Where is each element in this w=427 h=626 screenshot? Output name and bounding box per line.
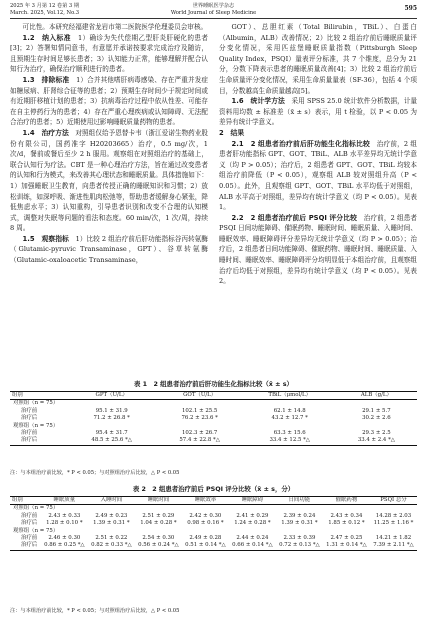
table-cell: 0.86 ± 0.25 *△ <box>41 542 88 550</box>
column-header: 催眠药物 <box>323 497 370 505</box>
table-cell: 102.1 ± 25.5 <box>181 407 218 414</box>
table-row <box>10 535 417 542</box>
table-cell: 2.41 ± 0.29 <box>236 512 269 519</box>
body-paragraph <box>219 96 417 128</box>
subsection-heading: 2.1 2 组患者治疗前后肝功能生化指标比较 <box>231 139 370 148</box>
table-cell: 63.3 ± 15.6 <box>273 430 306 437</box>
table1-note: 注：与本组治疗前比较，* P < 0.05；与对照组治疗后比较，△ P < 0.05 <box>10 470 180 476</box>
column-header: ALB（g/L） <box>336 392 417 400</box>
table-row <box>10 437 417 445</box>
table-cell: 2.46 ± 0.30 <box>48 535 81 542</box>
table-cell: 76.2 ± 23.6 * <box>181 415 218 422</box>
table-cell: 7.39 ± 2.11 *△ <box>370 542 417 550</box>
time-point-label: 治疗后 <box>21 520 38 527</box>
table-group-row <box>10 400 417 408</box>
body-paragraph <box>10 75 208 128</box>
group-label: 观察组（n = 75） <box>13 527 59 534</box>
journal-title-chinese: 世界睡眠医学杂志 <box>192 3 235 9</box>
table-row <box>10 513 417 520</box>
table-cell: 0.82 ± 0.33 *△ <box>88 542 135 550</box>
table-cell: 95.4 ± 31.7 <box>95 430 128 437</box>
journal-title <box>10 3 417 16</box>
table-row <box>10 430 417 437</box>
table-cell: 62.1 ± 14.8 <box>273 407 306 414</box>
paragraph-text: 可比性。本研究经福建省龙岩市第二医院医学伦理委员会审核。 <box>22 23 208 31</box>
table-cell: 43.2 ± 12.7 * <box>271 415 308 422</box>
table-cell: 2.49 ± 0.23 <box>95 512 128 519</box>
table-cell: 1.85 ± 0.12 * <box>328 520 365 527</box>
issue-line-english: March. 2025, Vol.12, No.3 <box>10 9 80 16</box>
subsection-heading: 1.2 纳入标准 <box>22 33 71 42</box>
column-header: 组别 <box>10 497 41 505</box>
paragraph-text: 1）合并其他嗜肝病毒感染、存在严重并发症如糖尿病、肝肾综合征等的患者；2）预期生存时间少于规定时间或有近期肝移植计划的患者；3）抗病毒治疗过程中依从性差、可能存在自主停药行为的患者；4）存在严重心理疾病或认知障碍、无法配合治疗的患者；5）近期使用过影响睡眠质量药物的患者。 <box>10 75 209 127</box>
time-point-label: 治疗前 <box>21 430 38 437</box>
table-cell: 29.3 ± 2.5 <box>362 430 391 437</box>
table-cell: 2.54 ± 0.30 <box>142 535 175 542</box>
table-row <box>10 415 417 422</box>
table-row <box>10 408 417 415</box>
journal-title-english: World Journal of Sleep Medicine <box>170 9 257 16</box>
table-cell: 1.24 ± 0.28 * <box>234 520 271 527</box>
body-paragraph <box>10 234 208 266</box>
group-label: 对照组（n = 75） <box>13 505 59 512</box>
table-group-row <box>10 528 417 535</box>
time-point-label: 治疗前 <box>21 407 38 414</box>
paragraph-text: 对照组仅给予恩替卡韦（浙江爱诺生物药业股份有限公司，国药准字 H20203665）治疗，0.5 mg/次，1 次/d，餐前或餐后至少 2 h 服用。观察组在对照组治疗的基础上，联合认知行为疗法。CBT 是一种心理治疗方法，旨在通过改变患者的认知和行为模式，来改善其心理状态和睡眠质量。具体措施如下：1）加强睡眠卫生教育，向患者传授正确的睡眠知识和习惯；2）放松训练，如深呼吸、渐进性肌肉松弛等，帮助患者缓解身心紧张，降低焦虑水平；3）认知重构，引导患者识别和改变不合理的认知模式，调整对失眠等问题的看法和态度。60 min/次，1 次/周，持续 8 周。 <box>10 128 209 233</box>
table-cell: 1.39 ± 0.31 * <box>93 520 130 527</box>
page-number: 595 <box>404 5 417 12</box>
table-row <box>10 542 417 550</box>
table-cell: 0.98 ± 0.16 * <box>187 520 224 527</box>
issue-line-chinese: 2025 年 3 月第 12 卷第 3 期 <box>10 3 80 9</box>
group-label: 对照组（n = 75） <box>13 400 59 407</box>
table2-caption: 表 2 2 组患者治疗前后 PSQI 评分比较（x̄ ± s，分） <box>132 485 295 493</box>
table-cell: 2.47 ± 0.25 <box>330 535 363 542</box>
table-cell: 95.1 ± 31.9 <box>95 407 128 414</box>
time-point-label: 治疗前 <box>21 535 38 542</box>
table-cell: 2.51 ± 0.22 <box>95 535 128 542</box>
table-cell: 1.39 ± 0.31 * <box>281 520 318 527</box>
table-cell: 2.33 ± 0.39 <box>283 535 316 542</box>
table-cell: 2.42 ± 0.30 <box>189 512 222 519</box>
table-cell: 48.5 ± 25.6 *△ <box>68 437 156 445</box>
table-cell: 2.43 ± 0.33 <box>48 512 81 519</box>
column-header: PSQI 总分 <box>370 497 417 505</box>
table1-liver-function <box>10 391 417 446</box>
table-cell: 30.2 ± 2.6 <box>362 415 391 422</box>
paragraph-text: 1）确诊为失代偿期乙型肝炎肝硬化的患者[3]；2）答署知情同意书，有意愿并承诺按要求完成治疗及随访，且预期生存时间足够长患者；3）认知能力正常，能够理解并配合认知行为治疗，确保治疗顺利进行的患者。 <box>10 33 209 74</box>
table-cell: 0.51 ± 0.14 *△ <box>182 542 229 550</box>
table-cell: 0.56 ± 0.24 *△ <box>135 542 182 550</box>
table-cell: 71.2 ± 26.8 * <box>93 415 130 422</box>
column-header: 睡眠时间 <box>135 497 182 505</box>
right-text-column <box>219 22 417 287</box>
body-paragraph <box>219 22 417 96</box>
table-cell: 11.25 ± 1.16 * <box>373 520 414 527</box>
body-paragraph <box>10 22 208 33</box>
table-cell: 33.4 ± 12.5 *△ <box>244 437 336 445</box>
paragraph-text: GOT）、总胆红素（Total Bilirubin，TBiL）、白蛋白（Albumin，ALB）改善情况；2）比较 2 组治疗前后睡眠质量评分变化情况，采用匹兹堡睡眠质量指数（Pittsburgh Sleep Quality Index，PSQI）量表评分标准，共 7 个维度，总分为 21 分，分数下降表示患者的睡眠质量改善[4]；3）比较 2 组治疗前后生命质量评分变化情况，采用生命质量量表（SF-36），包括 4 个项目，分数越高生命质量越高[5]。 <box>219 23 417 95</box>
body-paragraph <box>219 213 417 287</box>
section-heading-text: 2 结果 <box>219 128 245 137</box>
subsection-heading: 2.2 2 组患者治疗前后 PSQI 评分比较 <box>231 213 358 222</box>
table-row <box>10 520 417 527</box>
column-header: 入睡时间 <box>88 497 135 505</box>
column-header: 日间功能 <box>276 497 323 505</box>
paragraph-text: 采用 SPSS 25.0 统计软件分析数据，计量资料用均数 ± 标准差（x̄ ± s）表示，用 t 检验，以 P < 0.05 为差异有统计学意义。 <box>219 97 418 127</box>
left-text-column <box>10 22 208 266</box>
table-group-row <box>10 505 417 513</box>
subsection-heading: 1.5 观察指标 <box>22 234 69 243</box>
table-cell: 14.28 ± 2.03 <box>375 512 412 519</box>
paragraph-text: 1）比较 2 组治疗前后肝功能指标谷丙转氨酶（Glutamic-pyruvic Transaminase，GPT）、谷草转氨酶（Glutamic-oxaloacetic Transaminase， <box>10 234 208 265</box>
column-header: 睡眠障碍 <box>229 497 276 505</box>
group-label: 观察组（n = 75） <box>13 422 59 429</box>
table-cell: 0.66 ± 0.14 *△ <box>229 542 276 550</box>
table-cell: 0.72 ± 0.13 *△ <box>276 542 323 550</box>
table-cell: 2.51 ± 0.29 <box>142 512 175 519</box>
subsection-heading: 1.4 治疗方法 <box>22 128 69 137</box>
time-point-label: 治疗前 <box>21 512 38 519</box>
column-header: 睡眠效率 <box>182 497 229 505</box>
table2-psqi-scores <box>10 496 417 551</box>
paragraph-text: 治疗前，2 组患者肝功能指标 GPT、GOT、TBiL、ALB 水平差异均无统计学意义（均 P > 0.05）；治疗后，2 组患者 GPT、GOT、TBiL 均较本组治疗前降低（P < 0.05），观察组 ALB 较对照组升高（P < 0.05）。此外，且观察组 GPT、GOT、TBiL 水平均低于对照组，ALB 水平高于对照组，差异均有统计学意义（均 P < 0.05）。见表 1。 <box>219 139 418 212</box>
table-cell: 29.1 ± 5.7 <box>362 407 391 414</box>
subsection-heading: 1.6 统计学方法 <box>231 97 285 106</box>
table-header-row <box>10 392 417 400</box>
table-cell: 57.4 ± 22.8 *△ <box>156 437 244 445</box>
table-cell: 2.43 ± 0.34 <box>330 512 363 519</box>
column-header: 组别 <box>10 392 68 400</box>
table-cell: 2.49 ± 0.28 <box>189 535 222 542</box>
table1-caption: 表 1 2 组患者治疗前后肝功能生化指标比较（x̄ ± s） <box>134 380 293 388</box>
table-cell: 2.39 ± 0.24 <box>283 512 316 519</box>
body-paragraph <box>219 139 417 213</box>
time-point-label: 治疗后 <box>10 437 68 445</box>
column-header: GOT（U/L） <box>156 392 244 400</box>
table-cell: 1.31 ± 0.14 *△ <box>323 542 370 550</box>
table-cell: 1.04 ± 0.28 * <box>140 520 177 527</box>
table-cell: 2.44 ± 0.24 <box>236 535 269 542</box>
table-group-row <box>10 423 417 430</box>
table2-note: 注：与本组治疗前比较，* P < 0.05；与对照组治疗后比较，△ P < 0.05 <box>10 608 180 614</box>
table-cell: 102.3 ± 26.7 <box>181 430 218 437</box>
column-header: 睡眠质量 <box>41 497 88 505</box>
table-cell: 14.21 ± 1.82 <box>375 535 412 542</box>
table-cell: 1.28 ± 0.10 * <box>46 520 83 527</box>
table-header-row <box>10 497 417 505</box>
header-divider <box>10 18 417 19</box>
subsection-heading: 1.3 排除标准 <box>22 75 70 84</box>
time-point-label: 治疗后 <box>10 542 41 550</box>
column-header: TBiL（μmol/L） <box>244 392 336 400</box>
body-paragraph <box>10 128 208 234</box>
paragraph-text: 治疗前，2 组患者 PSQI 日间功能障碍、催眠药物、睡眠时间、睡眠质量、入睡时间、睡眠效率、睡眠障碍评分差异均无统计学意义（均 P > 0.05）；治疗后，2 组患者日间功能障碍、催眠药物、睡眠时间、睡眠质量、入睡时间、睡眠效率、睡眠障碍评分均明显低于本组治疗前，且观察组治疗后均低于对照组，差异均有统计学意义（均 P < 0.05）。见表 2。 <box>219 213 417 286</box>
section-heading <box>219 128 417 139</box>
column-header: GPT（U/L） <box>68 392 156 400</box>
body-paragraph <box>10 33 208 75</box>
time-point-label: 治疗后 <box>21 415 38 422</box>
table-cell: 33.4 ± 2.4 *△ <box>336 437 417 445</box>
